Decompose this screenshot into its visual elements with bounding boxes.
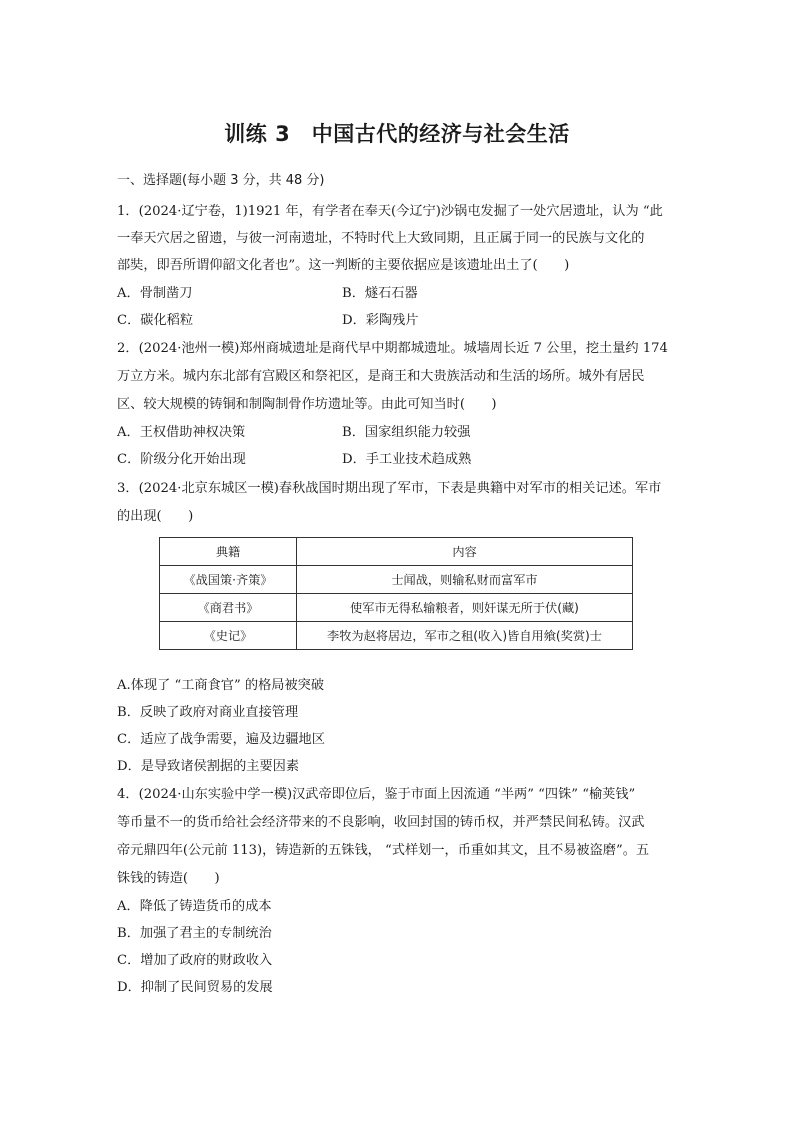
question-text-line: 区、较大规模的铸铜和制陶制骨作坊遗址等。由此可知当时( ) <box>117 397 497 412</box>
table-header-row <box>160 538 633 566</box>
question-text-line: 2．(2024·池州一模)郑州商城遗址是商代早中期都城遗址。城墙周长近 7 公里，挖土量约 174 <box>117 341 668 356</box>
page-title: 训练 3 中国古代的经济与社会生活 <box>224 122 570 146</box>
table-row <box>160 566 633 594</box>
table-cell-source: 《战国策·齐策》 <box>160 566 297 594</box>
question-text-line: 帝元鼎四年(公元前 113)，铸造新的五铢钱， “式样划一，币重如其文，且不易被盗磨”。五 <box>117 843 650 858</box>
option-b: B．加强了君主的专制统治 <box>117 926 272 941</box>
question-text-line: 的出现( ) <box>117 509 194 524</box>
question-text-line: 1．(2024·辽宁卷，1)1921 年，有学者在奉天(今辽宁)沙锅屯发掘了一处穴居遗址，认为 “此 <box>117 204 663 219</box>
section-heading: 一、选择题(每小题 3 分，共 48 分) <box>117 173 325 188</box>
option-a: A．降低了铸造货币的成本 <box>117 899 272 914</box>
option-c: C．碳化稻粒 <box>117 313 194 328</box>
table-cell-source: 《商君书》 <box>160 594 297 622</box>
question-text-line: 3．(2024·北京东城区一模)春秋战国时期出现了军市，下表是典籍中对军市的相关记述。军市 <box>117 481 662 496</box>
question-text-line: 万立方米。城内东北部有宫殿区和祭祀区，是商王和大贵族活动和生活的场所。城外有居民 <box>117 369 645 384</box>
option-c: C．阶级分化开始出现 <box>117 452 246 467</box>
option-d: D．彩陶残片 <box>342 313 419 328</box>
option-a: A．骨制凿刀 <box>117 286 193 301</box>
table-cell-content: 士闻战，则输私财而富军市 <box>297 566 633 594</box>
option-b: B．燧石石器 <box>342 286 418 301</box>
table-row <box>160 622 633 650</box>
table-header-cell: 典籍 <box>160 538 297 566</box>
option-c: C．增加了政府的财政收入 <box>117 953 273 968</box>
table-cell-content: 使军市无得私输粮者，则奸谋无所于伏(藏) <box>297 594 633 622</box>
question-text-line: 一奉天穴居之留遗，与彼一河南遗址，不特时代上大致同期，且正属于同一的民族与文化的 <box>117 231 645 246</box>
table-cell-content: 李牧为赵将居边，军市之租(收入)皆自用飨(奖赏)士 <box>297 622 633 650</box>
source-table <box>159 537 633 650</box>
table-header-cell: 内容 <box>297 538 633 566</box>
question-text-line: 部奘，即吾所谓仰韶文化者也”。这一判断的主要依据应是该遗址出土了( ) <box>117 258 570 273</box>
table-cell-source: 《史记》 <box>160 622 297 650</box>
table-row <box>160 594 633 622</box>
option-d: D．是导致诸侯割据的主要因素 <box>117 759 300 774</box>
option-b: B．国家组织能力较强 <box>342 425 471 440</box>
option-a: A.体现了 “工商食官” 的格局被突破 <box>117 678 325 693</box>
option-d: D．手工业技术趋成熟 <box>342 452 472 467</box>
question-text-line: 4．(2024·山东实验中学一模)汉武帝即位后，鉴于市面上因流通 “半两” “四铢” “榆荚钱” <box>117 787 636 802</box>
option-c: C．适应了战争需要，遍及边疆地区 <box>117 732 325 747</box>
question-text-line: 等币量不一的货币给社会经济带来的不良影响，收回封国的铸币权，并严禁民间私铸。汉武 <box>117 815 645 830</box>
question-text-line: 铢钱的铸造( ) <box>117 871 220 886</box>
option-b: B．反映了政府对商业直接管理 <box>117 705 299 720</box>
option-a: A．王权借助神权决策 <box>117 425 246 440</box>
option-d: D．抑制了民间贸易的发展 <box>117 980 273 995</box>
